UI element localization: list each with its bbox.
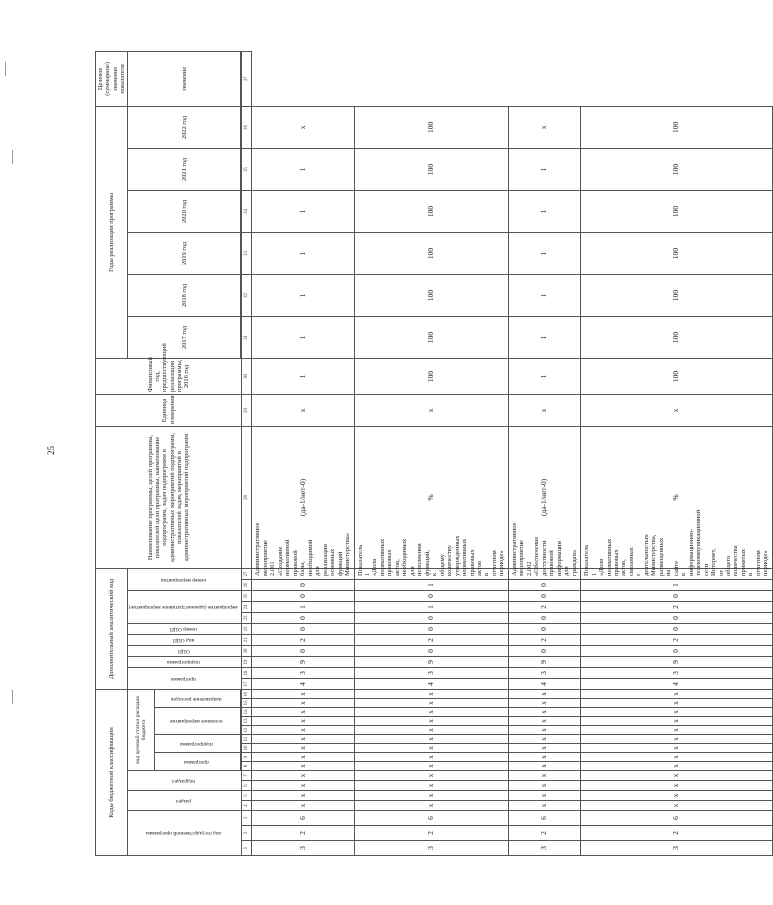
razdel-header: раздел <box>128 791 242 811</box>
code-digit-cell: х <box>354 726 508 735</box>
table-stage <box>95 62 770 856</box>
table-body <box>252 51 772 855</box>
col-number: 18 <box>242 667 252 678</box>
col-number: 26 <box>242 579 252 590</box>
code-digit-cell: 2 <box>508 601 580 612</box>
code-digit-cell: 2 <box>354 634 508 645</box>
code-digit-cell: х <box>581 753 773 762</box>
year-value-cell: 1 <box>508 148 580 190</box>
code-digit-cell: 3 <box>252 841 354 856</box>
code-digit-cell: х <box>354 735 508 744</box>
code-digit-cell: х <box>581 735 773 744</box>
code-digit-cell: х <box>508 726 580 735</box>
code-digit-cell: х <box>508 781 580 791</box>
row-label: Административное мероприятие 2.001 «Создание нормативной правовой базы, необходимой для реализации основных функций Министерства» <box>252 568 354 579</box>
fin-year-cell: х <box>354 394 508 426</box>
code-digit-cell: х <box>354 791 508 801</box>
code-digit-cell: х <box>354 699 508 708</box>
year-value-cell: 1 <box>508 190 580 232</box>
year-value-cell: 100 <box>354 274 508 316</box>
code-digit-cell: 3 <box>354 841 508 856</box>
code-digit-cell: 9 <box>581 656 773 667</box>
target-article-header: код целевой статьи расходов бюджета <box>128 689 155 770</box>
col-number: 25 <box>242 590 252 601</box>
code-digit-cell: 0 <box>508 645 580 656</box>
napravlenie-sub-header: направление расходов <box>155 689 241 707</box>
code-digit-cell: 0 <box>581 645 773 656</box>
unit-cell: (да-1/нет-0) <box>508 426 580 568</box>
col-number: 29 <box>242 394 252 426</box>
code-digit-cell: х <box>581 689 773 698</box>
code-digit-cell: 0 <box>508 612 580 623</box>
years-header: Годы реализации программы <box>96 106 128 358</box>
ocp-vid-header: вид ОЦП <box>128 634 242 645</box>
edge-mark <box>5 62 6 76</box>
code-digit-cell: 4 <box>508 678 580 689</box>
code-digit-cell: х <box>252 699 354 708</box>
code-digit-cell: 9 <box>508 656 580 667</box>
program-code-header: код государственной программы <box>128 811 242 856</box>
unit-header: Единица измерения <box>96 394 242 426</box>
column-number-row <box>242 51 252 855</box>
code-digit-cell: 0 <box>581 612 773 623</box>
edge-mark <box>12 150 13 164</box>
program-table <box>95 51 773 856</box>
code-digit-cell: 0 <box>252 590 354 601</box>
fin-year-cell: х <box>581 394 773 426</box>
code-digit-cell: 2 <box>581 826 773 841</box>
budget-codes-header: Коды бюджетной классификации <box>96 689 128 855</box>
col-number: 9 <box>242 753 252 762</box>
page-number: 25 <box>46 446 56 455</box>
code-digit-cell: х <box>508 735 580 744</box>
code-digit-cell: 1 <box>252 601 354 612</box>
code-digit-cell: х <box>508 762 580 771</box>
code-digit-cell: х <box>354 762 508 771</box>
row-label: Показатель 1 «Доля нормативных правовых актов, необходимых для исполнения функций, к общему количеству утвержденных нормативных правовых актов в отчетном периоде» <box>354 568 508 579</box>
col-number: 17 <box>242 678 252 689</box>
year-value-cell: 1 <box>252 316 354 358</box>
col-number: 30 <box>242 358 252 394</box>
year-value-cell: 100 <box>581 274 773 316</box>
code-digit-cell: х <box>581 726 773 735</box>
year-2019-header: 2019 год <box>128 232 241 274</box>
code-digit-cell: 0 <box>508 623 580 634</box>
additional-codes-header: Дополнительный аналитический код <box>96 568 128 689</box>
col-number: 15 <box>242 699 252 708</box>
year-2017-header: 2017 год <box>128 316 241 358</box>
col-number: 10 <box>242 744 252 753</box>
ocp-number-header: номер ОЦП <box>128 623 242 634</box>
total-value-cell: 100 <box>581 106 773 148</box>
code-digit-cell: х <box>252 781 354 791</box>
code-digit-cell: 0 <box>354 623 508 634</box>
programma-header: программа <box>128 667 242 689</box>
col-number: 33 <box>242 232 252 274</box>
table-row <box>508 51 580 855</box>
code-digit-cell: х <box>354 771 508 781</box>
code-digit-cell: х <box>354 801 508 811</box>
code-digit-cell: х <box>508 717 580 726</box>
year-2021-header: 2021 год <box>128 148 241 190</box>
code-digit-cell: 0 <box>252 612 354 623</box>
unit-cell: % <box>581 426 773 568</box>
code-digit-cell: х <box>354 781 508 791</box>
col-number: 12 <box>242 726 252 735</box>
nomer-meropr-header: номер мероприятия <box>128 568 242 590</box>
code-digit-cell: 0 <box>508 590 580 601</box>
year-value-cell: 100 <box>354 190 508 232</box>
code-digit-cell: х <box>252 753 354 762</box>
code-digit-cell: 0 <box>354 612 508 623</box>
total-value-cell: х <box>252 106 354 148</box>
col-number: 24 <box>242 601 252 612</box>
code-digit-cell: 4 <box>354 678 508 689</box>
col-number: 7 <box>242 771 252 781</box>
year-value-cell: 1 <box>508 358 580 394</box>
code-digit-cell: х <box>581 762 773 771</box>
code-digit-cell: х <box>354 717 508 726</box>
year-value-cell: 1 <box>508 274 580 316</box>
fin-year-cell: х <box>508 394 580 426</box>
year-value-cell: 1 <box>252 148 354 190</box>
fin-year-cell: х <box>252 394 354 426</box>
year-value-cell: 100 <box>581 190 773 232</box>
code-digit-cell: 2 <box>581 634 773 645</box>
edge-mark <box>12 690 13 704</box>
col-number: 22 <box>242 623 252 634</box>
unit-cell: % <box>354 426 508 568</box>
col-number: 16 <box>242 689 252 698</box>
code-digit-cell: х <box>354 744 508 753</box>
year-value-cell: 100 <box>581 358 773 394</box>
code-digit-cell: х <box>508 708 580 717</box>
year-value-cell: 100 <box>581 148 773 190</box>
year-2020-header: 2020 год <box>128 190 241 232</box>
col-number: 36 <box>242 106 252 148</box>
code-digit-cell: х <box>581 781 773 791</box>
col-number: 19 <box>242 656 252 667</box>
code-digit-cell: 3 <box>508 841 580 856</box>
code-digit-cell: х <box>252 744 354 753</box>
code-digit-cell: х <box>354 689 508 698</box>
code-digit-cell: 9 <box>252 656 354 667</box>
year-value-cell: 1 <box>508 232 580 274</box>
code-digit-cell: 0 <box>508 579 580 590</box>
code-digit-cell: х <box>581 699 773 708</box>
code-digit-cell: 0 <box>354 645 508 656</box>
code-digit-cell: 0 <box>252 645 354 656</box>
row-label: Показатель 1 «Доля нормативных правовых актов, связанных с деятельностью Министерства, размещенных на сайте в информационно-телекоммуникационной сети Интернет, от общего количества принятых в отчетном периоде» <box>581 568 773 579</box>
total-value-cell: 100 <box>354 106 508 148</box>
code-digit-cell: х <box>252 801 354 811</box>
code-digit-cell: 3 <box>508 667 580 678</box>
col-number: 31 <box>242 316 252 358</box>
col-number: 28 <box>242 426 252 568</box>
year-value-cell: 100 <box>581 316 773 358</box>
code-digit-cell: х <box>252 717 354 726</box>
code-digit-cell: 3 <box>581 667 773 678</box>
code-digit-cell: х <box>508 744 580 753</box>
code-digit-cell: 2 <box>252 826 354 841</box>
col-number: 5 <box>242 791 252 801</box>
year-value-cell: 1 <box>252 358 354 394</box>
col-number: 21 <box>242 634 252 645</box>
code-digit-cell: 0 <box>354 590 508 601</box>
code-digit-cell: 6 <box>252 811 354 826</box>
code-digit-cell: х <box>252 791 354 801</box>
code-digit-cell: х <box>508 771 580 781</box>
code-digit-cell: х <box>508 699 580 708</box>
col-number: 13 <box>242 717 252 726</box>
col-number: 8 <box>242 762 252 771</box>
col-number: 3 <box>242 811 252 826</box>
code-digit-cell: 0 <box>252 579 354 590</box>
year-value-cell: 1 <box>252 274 354 316</box>
total-value-cell: х <box>508 106 580 148</box>
col-number: 20 <box>242 645 252 656</box>
col-number: 37 <box>242 51 252 106</box>
code-digit-cell: х <box>354 708 508 717</box>
podrazdel-header: подраздел <box>128 771 242 791</box>
code-digit-cell: х <box>581 771 773 781</box>
code-digit-cell: 2 <box>252 634 354 645</box>
znachenie-header: значение <box>128 51 241 106</box>
code-digit-cell: 1 <box>354 579 508 590</box>
code-digit-cell: 2 <box>508 826 580 841</box>
code-digit-cell: х <box>508 801 580 811</box>
year-value-cell: 100 <box>354 148 508 190</box>
code-digit-cell: 6 <box>581 811 773 826</box>
programma-sub-header: программа <box>155 753 241 771</box>
name-header: Наименование программы, целей программы, показателей цели программы, наименование подпрограмм, задач подпрограмм и административных мероприятий подпрограмм, показателей задач, мероприятий и административных мероприятий подпрограмм <box>96 426 242 568</box>
year-value-cell: 100 <box>581 232 773 274</box>
year-value-cell: 1 <box>508 316 580 358</box>
code-digit-cell: 3 <box>581 841 773 856</box>
final-value-header: Целевое (суммарное) значение показателя <box>96 51 128 106</box>
code-digit-cell: х <box>252 708 354 717</box>
code-digit-cell: х <box>252 726 354 735</box>
year-2018-header: 2018 год <box>128 274 241 316</box>
col-number: 2 <box>242 826 252 841</box>
code-digit-cell: 1 <box>581 579 773 590</box>
code-digit-cell: 6 <box>354 811 508 826</box>
col-number: 6 <box>242 781 252 791</box>
code-digit-cell: х <box>252 771 354 781</box>
col-number: 4 <box>242 801 252 811</box>
table-row <box>581 51 773 855</box>
code-digit-cell: х <box>581 708 773 717</box>
year-value-cell: 100 <box>354 316 508 358</box>
code-digit-cell: 0 <box>252 623 354 634</box>
code-digit-cell: 0 <box>581 590 773 601</box>
col-number: 27 <box>242 568 252 579</box>
code-digit-cell: 0 <box>581 623 773 634</box>
unit-cell: (да-1/нет-0) <box>252 426 354 568</box>
code-digit-cell: 2 <box>581 601 773 612</box>
year-value-cell: 1 <box>252 190 354 232</box>
col-number: 1 <box>242 841 252 856</box>
code-digit-cell: 4 <box>252 678 354 689</box>
code-digit-cell: х <box>252 735 354 744</box>
code-digit-cell: 9 <box>354 656 508 667</box>
code-digit-cell: 2 <box>508 634 580 645</box>
code-digit-cell: х <box>252 689 354 698</box>
code-digit-cell: х <box>581 791 773 801</box>
code-digit-cell: 3 <box>252 667 354 678</box>
code-digit-cell: х <box>252 762 354 771</box>
year-value-cell: 100 <box>354 232 508 274</box>
code-digit-cell: х <box>581 717 773 726</box>
col-number: 23 <box>242 612 252 623</box>
row-label: Административное мероприятие 2.002 «Обеспечение доступности правовой информации для граждан» <box>508 568 580 579</box>
table-header <box>96 51 252 855</box>
podprogramma-sub-header: подпрограмма <box>155 735 241 753</box>
col-number: 32 <box>242 274 252 316</box>
col-number: 34 <box>242 190 252 232</box>
code-digit-cell: 6 <box>508 811 580 826</box>
year-2022-header: 2022 год <box>128 106 241 148</box>
fin-year-header: Финансовый год, предшествующий реализации программы, 2016 год <box>96 358 242 394</box>
podprogramma-header: подпрограмма <box>128 656 242 667</box>
col-number: 14 <box>242 708 252 717</box>
col-number: 35 <box>242 148 252 190</box>
year-value-cell: 100 <box>354 358 508 394</box>
table-row <box>252 51 354 855</box>
code-digit-cell: х <box>581 744 773 753</box>
col-number: 11 <box>242 735 252 744</box>
meropriyatie-header: мероприятие (административное мероприятие) <box>128 590 242 623</box>
code-digit-cell: 2 <box>354 826 508 841</box>
year-value-cell: 1 <box>252 232 354 274</box>
code-digit-cell: 3 <box>354 667 508 678</box>
code-digit-cell: х <box>508 791 580 801</box>
code-digit-cell: 1 <box>354 601 508 612</box>
ocp-header: ОЦП <box>128 645 242 656</box>
table-row <box>354 51 508 855</box>
code-digit-cell: х <box>581 801 773 811</box>
code-digit-cell: х <box>354 753 508 762</box>
osnovnoe-sub-header: основное мероприятие <box>155 708 241 735</box>
code-digit-cell: 4 <box>581 678 773 689</box>
code-digit-cell: х <box>508 753 580 762</box>
code-digit-cell: х <box>508 689 580 698</box>
